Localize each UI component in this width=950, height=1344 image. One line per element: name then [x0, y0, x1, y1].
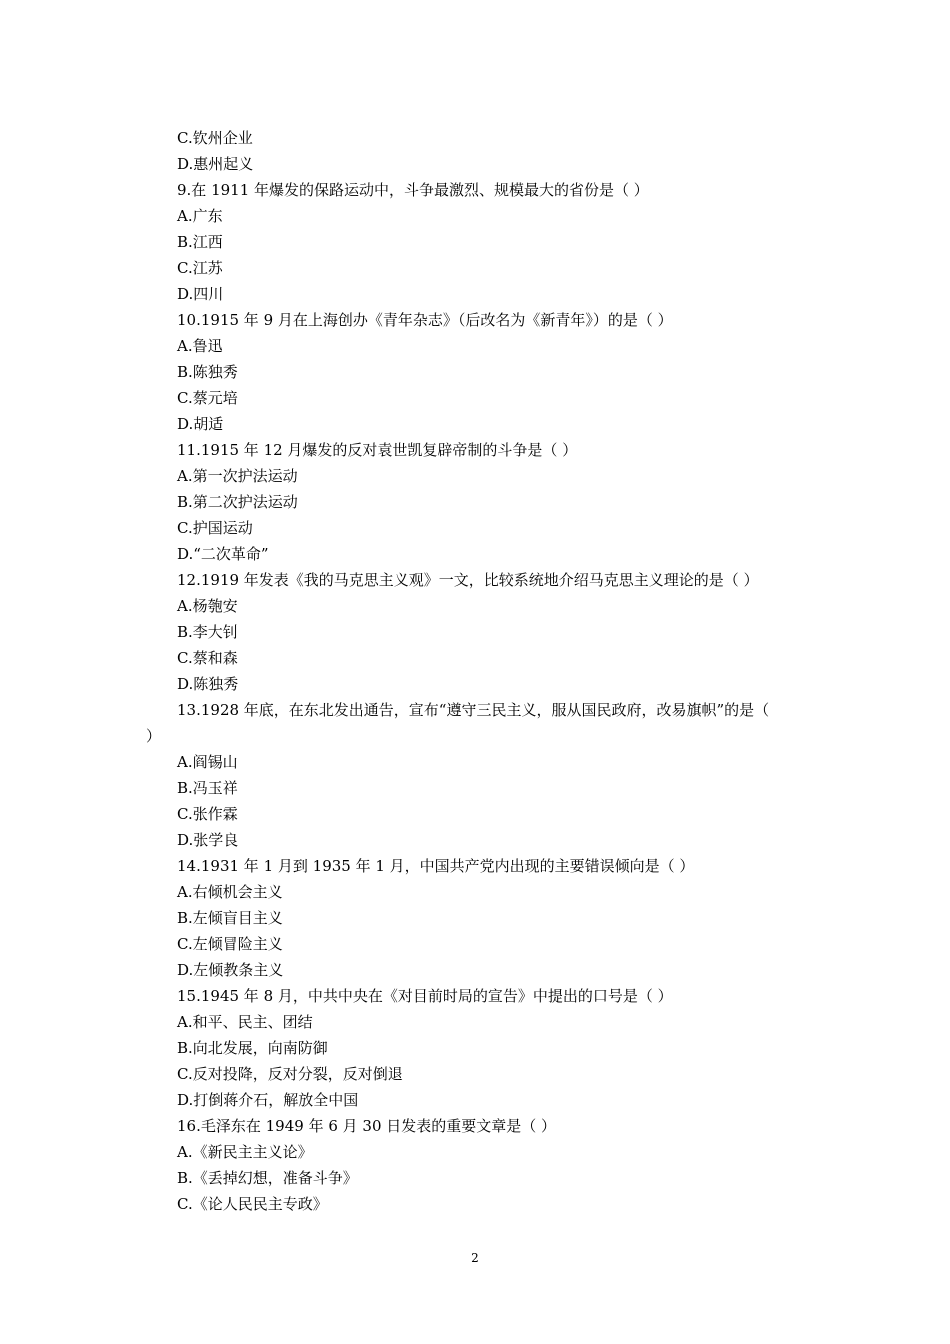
page-number: 2	[471, 1251, 479, 1265]
text-line: A.阎锡山	[177, 753, 238, 771]
text-line: D.左倾教条主义	[177, 961, 284, 979]
text-line: D.“二次革命”	[177, 545, 269, 563]
text-line: B.冯玉祥	[177, 779, 238, 797]
text-line: 13.1928 年底，在东北发出通告，宣布“遵守三民主义，服从国民政府，改易旗帜”的是（	[177, 701, 770, 719]
text-line: D.打倒蒋介石，解放全中国	[177, 1091, 359, 1109]
text-line: 16.毛泽东在 1949 年 6 月 30 日发表的重要文章是（ ）	[177, 1117, 557, 1135]
text-line: 9.在 1911 年爆发的保路运动中，斗争最激烈、规模最大的省份是（ ）	[177, 181, 649, 199]
text-line: C.《论人民民主专政》	[177, 1195, 328, 1213]
text-line: C.左倾冒险主义	[177, 935, 283, 953]
text-line: A.杨匏安	[177, 597, 238, 615]
text-line: C.江苏	[177, 259, 223, 277]
text-line: B.左倾盲目主义	[177, 909, 283, 927]
text-line: 12.1919 年发表《我的马克思主义观》一文，比较系统地介绍马克思主义理论的是（ ）	[177, 571, 759, 589]
text-line: B.《丢掉幻想，准备斗争》	[177, 1169, 358, 1187]
text-line: 14.1931 年 1 月到 1935 年 1 月，中国共产党内出现的主要错误倾向是（ ）	[177, 857, 695, 875]
text-line: A.右倾机会主义	[177, 883, 283, 901]
text-line: B.向北发展，向南防御	[177, 1039, 328, 1057]
text-line: C.护国运动	[177, 519, 253, 537]
question-list	[146, 125, 810, 1217]
text-line: A.广东	[177, 207, 223, 225]
text-line: C.蔡和森	[177, 649, 238, 667]
text-line: A.第一次护法运动	[177, 467, 298, 485]
text-line: D.胡适	[177, 415, 224, 433]
text-line: 15.1945 年 8 月，中共中央在《对目前时局的宣告》中提出的口号是（ ）	[177, 987, 673, 1005]
text-line: B.第二次护法运动	[177, 493, 298, 511]
text-line: C.蔡元培	[177, 389, 238, 407]
text-line: D.陈独秀	[177, 675, 239, 693]
text-line: D.惠州起义	[177, 155, 254, 173]
text-line: 10.1915 年 9 月在上海创办《青年杂志》（后改名为《新青年》）的是（ ）	[177, 311, 673, 329]
text-line: C.张作霖	[177, 805, 238, 823]
text-line: C.钦州企业	[177, 129, 253, 147]
text-line: A.和平、民主、团结	[177, 1013, 313, 1031]
text-line: A.鲁迅	[177, 337, 223, 355]
text-line: ）	[146, 727, 162, 745]
text-line: C.反对投降，反对分裂，反对倒退	[177, 1065, 403, 1083]
text-line: 11.1915 年 12 月爆发的反对袁世凯复辟帝制的斗争是（ ）	[177, 441, 578, 459]
text-line: D.张学良	[177, 831, 239, 849]
text-line: A.《新民主主义论》	[177, 1143, 313, 1161]
text-line: B.江西	[177, 233, 223, 251]
text-line: B.陈独秀	[177, 363, 238, 381]
text-line: D.四川	[177, 285, 224, 303]
text-line: B.李大钊	[177, 623, 238, 641]
